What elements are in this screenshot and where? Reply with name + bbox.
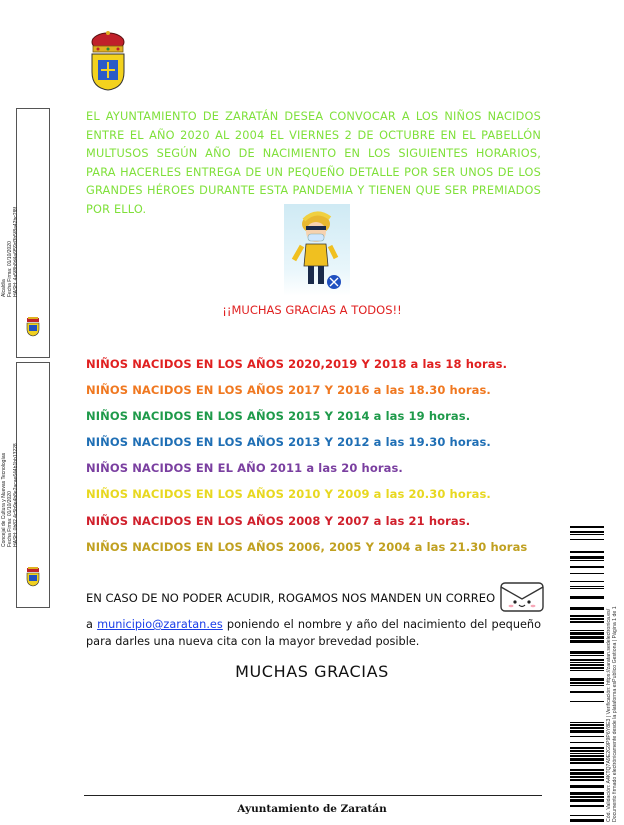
footer-text: Ayuntamiento de Zaratán	[237, 803, 387, 815]
intro-paragraph: EL AYUNTAMIENTO DE ZARATÁN DESEA CONVOCAR A LOS NIÑOS NACIDOS ENTRE EL AÑO 2020 AL 2004 EL VIERNES 2 DE OCTUBRE EN EL PABELLÓN MULTUSOS SEGÚN AÑO DE NACIMIENTO EN LOS SIGUIENTES HORARIOS, PARA HACERLES ENTREGA DE UN PEQUEÑO DETALLE POR SER UNOS DE LOS GRANDES HÉROES DURANTE ESTA PANDEMIA Y TIENEN QUE SER PREMIADOS POR ELLO.	[86, 110, 541, 216]
signature-text-1	[0, 207, 19, 297]
child-hero-illustration-icon	[284, 204, 350, 296]
signer-role: Alcaldía	[1, 279, 7, 297]
thanks-all-text: ¡¡MUCHAS GRACIAS A TODOS!!	[222, 303, 402, 317]
platform-text: Documento firmado electrónicamente desde la plataforma esPublico Gestiona | Página 1 de 1	[612, 606, 618, 822]
para-prefix: a	[86, 618, 98, 631]
schedule-line-8: NIÑOS NACIDOS EN LOS AÑOS 2006, 2005 Y 2004 a las 21.30 horas	[86, 540, 528, 554]
big-thanks-heading: MUCHAS GRACIAS	[235, 662, 389, 681]
signature-date: Fecha Firma: 01/10/2020	[7, 241, 13, 297]
signature-box-2	[1, 362, 50, 608]
signature-box-1	[1, 108, 50, 358]
schedule-line-3: NIÑOS NACIDOS EN LOS AÑOS 2015 Y 2014 a las 19 horas.	[86, 409, 471, 423]
signer-role: Concejal de Cultura y Nuevas Tecnologías	[1, 452, 7, 547]
schedule-line-1: NIÑOS NACIDOS EN LOS AÑOS 2020,2019 Y 2018 a las 18 horas.	[86, 357, 508, 371]
schedule-line-6: NIÑOS NACIDOS EN LOS AÑOS 2010 Y 2009 a las 20.30 horas.	[86, 487, 491, 501]
envelope-icon	[498, 575, 546, 615]
crest-icon	[24, 317, 42, 337]
signature-text-2	[0, 443, 19, 547]
signature-hash: HASH: 0b82 4c5b9e4b8e2acae644b1bb13228	[13, 443, 19, 547]
footer-divider	[84, 795, 542, 796]
para-suffix: poniendo el nombre y año del nacimiento del pequeño para darles una nueva cita con la mayor brevedad posible.	[86, 618, 542, 648]
town-crest-icon	[88, 30, 128, 92]
barcode-icon	[570, 526, 604, 824]
notice-text: EN CASO DE NO PODER ACUDIR, ROGAMOS NOS MANDEN UN CORREO	[86, 591, 496, 605]
signature-date: Fecha Firma: 01/10/2020	[7, 491, 13, 547]
schedule-line-2: NIÑOS NACIDOS EN LOS AÑOS 2017 Y 2016 a las 18.30 horas.	[86, 383, 491, 397]
validation-side-text	[606, 606, 618, 822]
signature-hash: HASH: 4a5f8b8d4a6f59d3b5f8a42bc7f8f	[13, 206, 19, 297]
validation-code-text: Cód. Validación: A4KTQ7A9E2G9P9P6Y8E3 | Verificación: https://zaratan.sedelectronica.es/	[606, 608, 612, 822]
schedule-line-5: NIÑOS NACIDOS EN EL AÑO 2011 a las 20 horas.	[86, 461, 403, 475]
email-link[interactable]: municipio@zaratan.es	[97, 618, 223, 631]
schedule-line-4: NIÑOS NACIDOS EN LOS AÑOS 2013 Y 2012 a las 19.30 horas.	[86, 435, 491, 449]
crest-icon	[24, 567, 42, 587]
contact-paragraph	[86, 616, 541, 650]
schedule-line-7: NIÑOS NACIDOS EN LOS AÑOS 2008 Y 2007 a las 21 horas.	[86, 514, 471, 528]
